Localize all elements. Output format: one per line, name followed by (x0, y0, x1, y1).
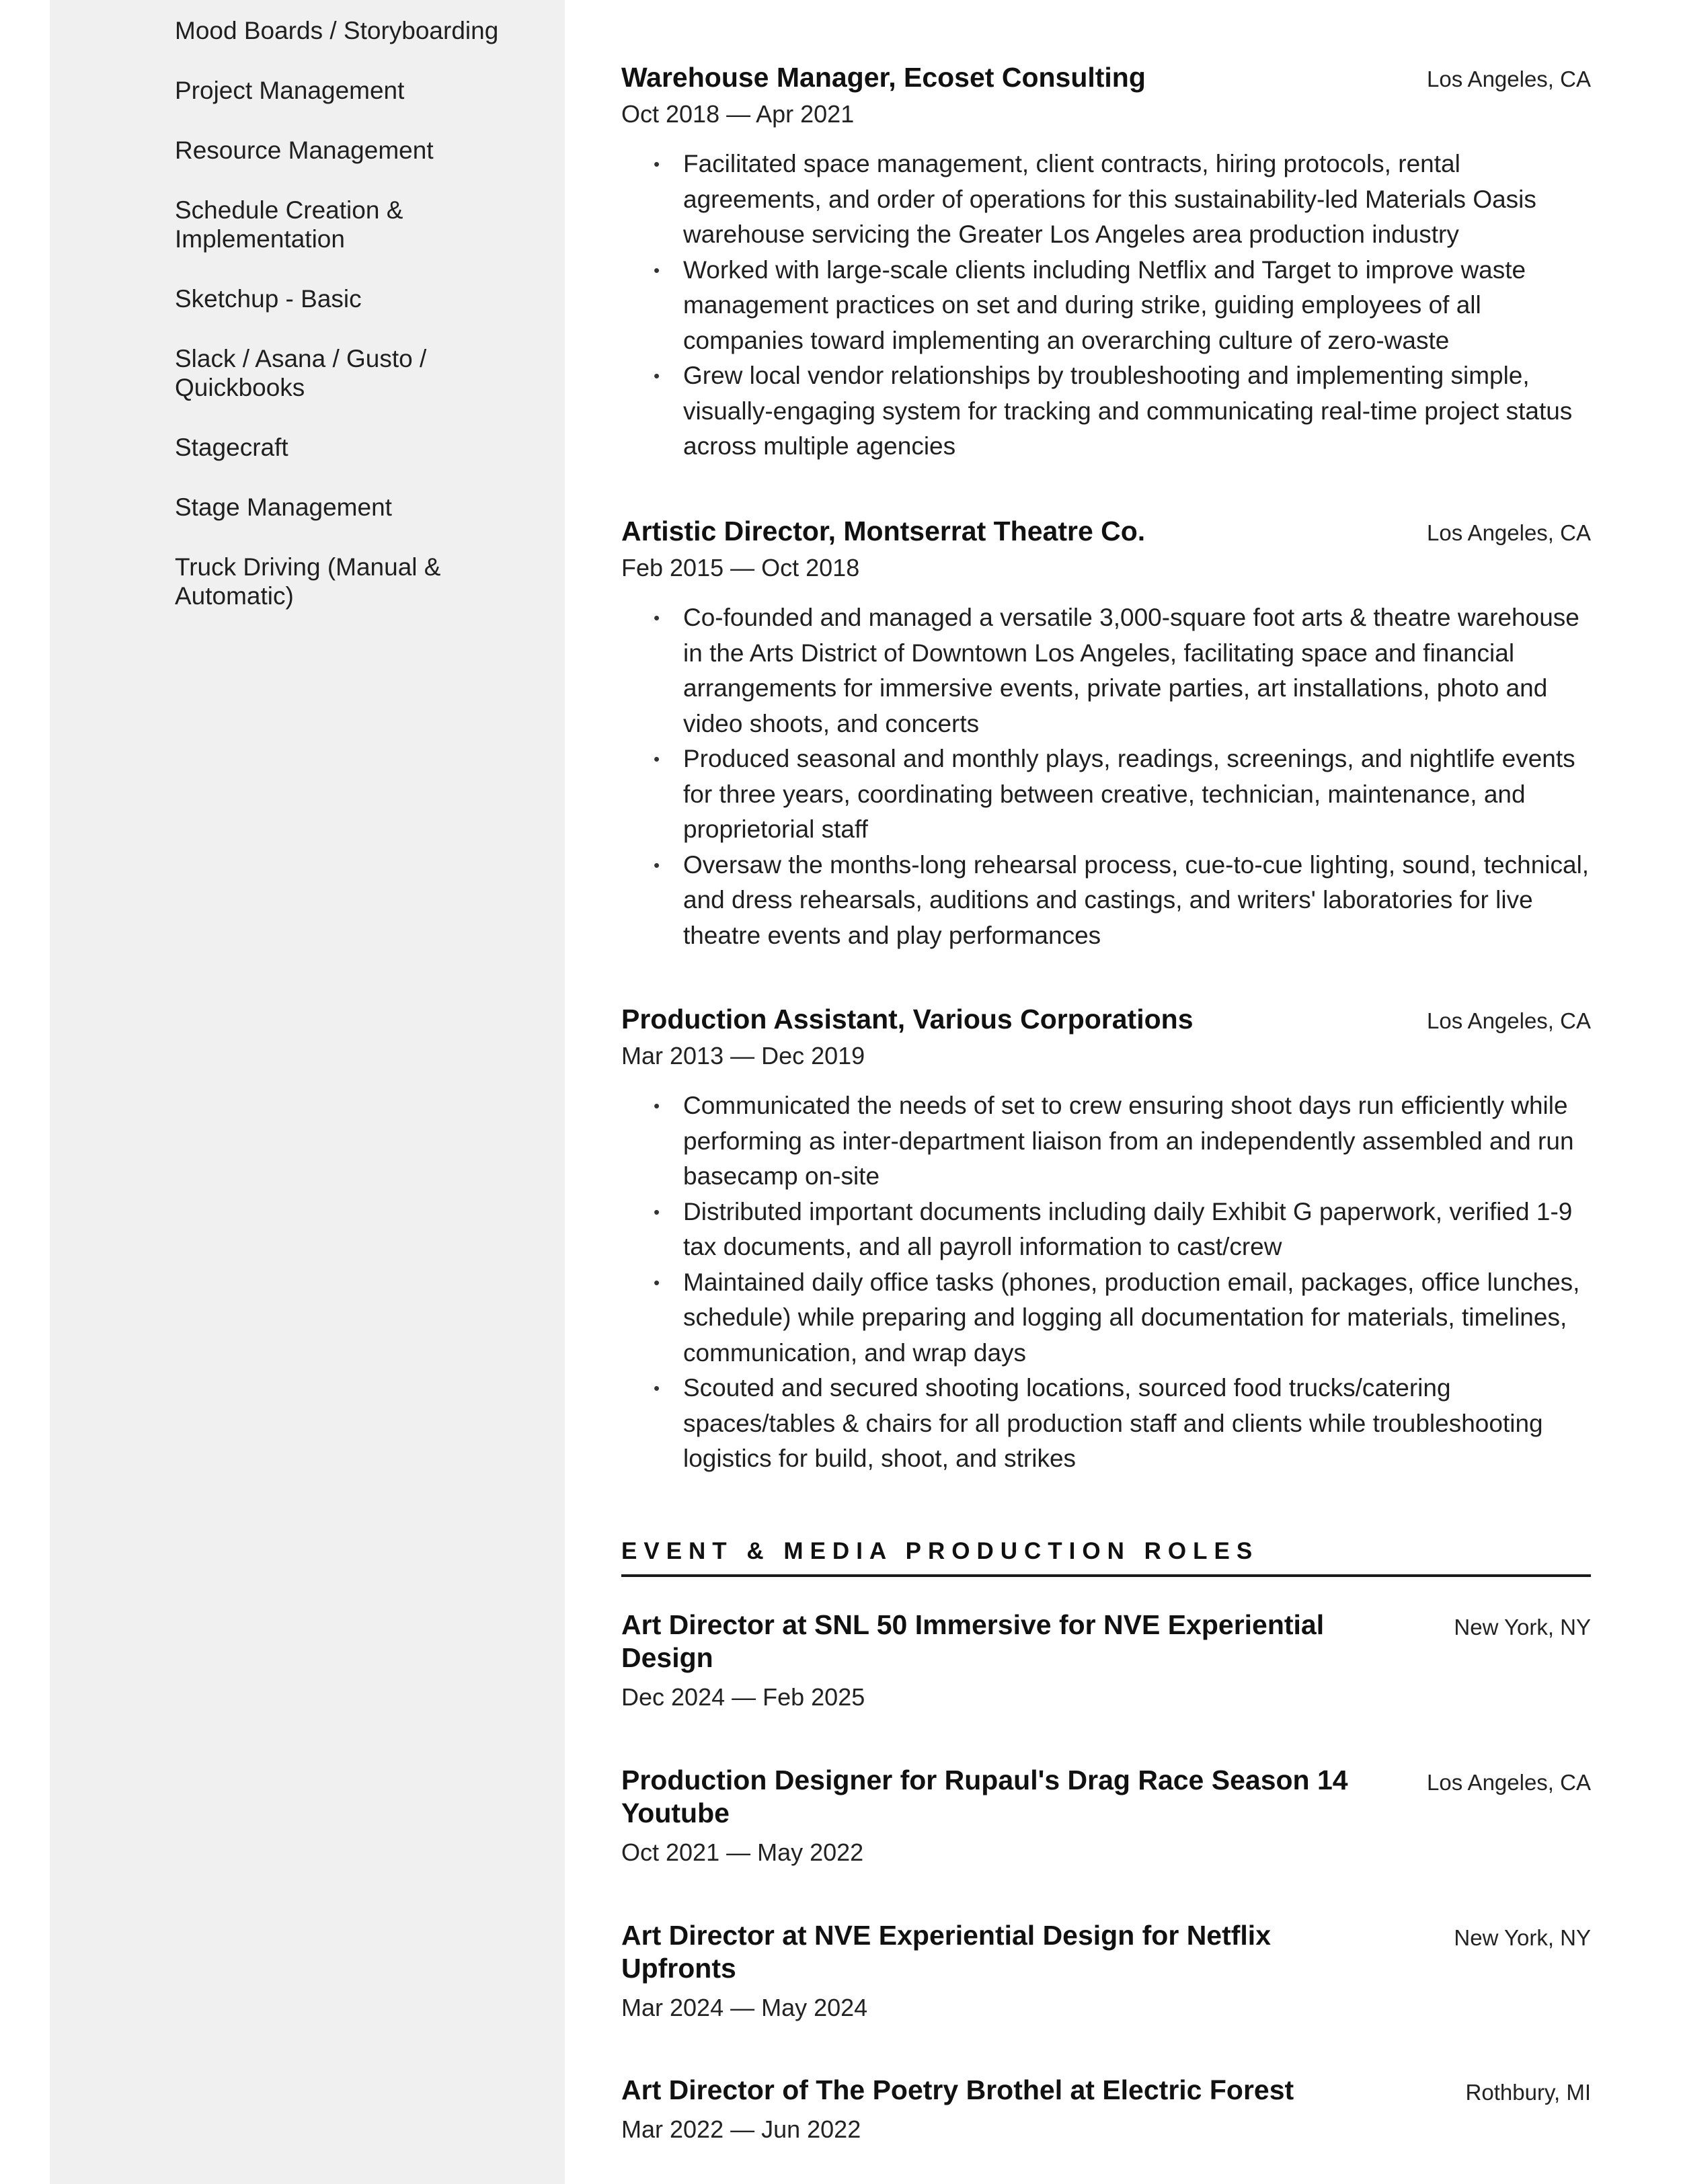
bullet: • Co-founded and managed a versatile 3,000-square foot arts & theatre warehouse in the Arts District of Downtown Los Angeles, facilitating space and financial arrangements for immersive events, private parties, art installations, photo and video shoots, and concerts (683, 600, 1591, 741)
job-title: Warehouse Manager, Ecoset Consulting (621, 62, 1146, 93)
job-location: Los Angeles, CA (1427, 67, 1591, 91)
job-dates: Mar 2013 — Dec 2019 (621, 1042, 865, 1069)
section-heading: EVENT & MEDIA PRODUCTION ROLES (621, 1538, 1591, 1577)
job-location: Los Angeles, CA (1427, 520, 1591, 545)
skill-item: Sketchup - Basic (175, 285, 362, 313)
bullet: • Communicated the needs of set to crew ensuring shoot days run efficiently while performing as inter-department liaison from an independently assembled and run basecamp on-site (683, 1088, 1591, 1195)
role-title: Art Director at NVE Experiential Design for Netflix Upfronts (621, 1920, 1272, 1984)
role-entry (621, 2074, 1591, 2144)
job-dates: Feb 2015 — Oct 2018 (621, 554, 860, 581)
skill-item: Resource Management (175, 136, 434, 164)
role-title: Art Director at SNL 50 Immersive for NVE Experiential Design (621, 1609, 1325, 1673)
skill-item: Truck Driving (Manual & Automatic) (175, 553, 441, 610)
skill-item: Project Management (175, 77, 405, 104)
job-bullets (621, 600, 1591, 953)
role-dates: Oct 2021 — May 2022 (621, 1838, 864, 1866)
sidebar (50, 0, 565, 2184)
bullet: • Scouted and secured shooting locations, sourced food trucks/catering spaces/tables & chairs for all production staff and clients while troubleshooting logistics for build, shoot, and strikes (683, 1371, 1591, 1477)
job-entry (621, 60, 1591, 464)
skill-item: Mood Boards / Storyboarding (175, 17, 499, 44)
job-dates: Oct 2018 — Apr 2021 (621, 100, 855, 128)
role-entry (621, 1609, 1591, 1712)
role-dates: Dec 2024 — Feb 2025 (621, 1683, 865, 1711)
skill-item: Slack / Asana / Gusto / Quickbooks (175, 345, 427, 401)
bullet: • Oversaw the months-long rehearsal process, cue-to-cue lighting, sound, technical, and dress rehearsals, auditions and castings, and writers' laboratories for live theatre events and play performances (683, 848, 1591, 954)
role-location: New York, NY (1454, 1925, 1591, 1950)
job-bullets (621, 147, 1591, 464)
role-dates: Mar 2022 — Jun 2022 (621, 2115, 861, 2143)
job-title: Production Assistant, Various Corporations (621, 1004, 1194, 1035)
job-title: Artistic Director, Montserrat Theatre Co. (621, 516, 1146, 547)
role-entry (621, 1764, 1591, 1867)
skill-item: Stage Management (175, 493, 392, 521)
bullet: • Produced seasonal and monthly plays, readings, screenings, and nightlife events for three years, coordinating between creative, technician, maintenance, and proprietorial staff (683, 741, 1591, 848)
bullet: • Grew local vendor relationships by troubleshooting and implementing simple, visually-engaging system for tracking and communicating real-time project status across multiple agencies (683, 358, 1591, 464)
skills-list (175, 16, 524, 641)
job-entry (621, 1002, 1591, 1477)
bullet: • Maintained daily office tasks (phones, production email, packages, office lunches, schedule) while preparing and logging all documentation for materials, timelines, communication, and wrap days (683, 1265, 1591, 1371)
bullet: • Facilitated space management, client contracts, hiring protocols, rental agreements, and order of operations for this sustainability-led Materials Oasis warehouse servicing the Greater Los Angeles area production industry (683, 147, 1591, 253)
bullet: • Worked with large-scale clients including Netflix and Target to improve waste management practices on set and during strike, guiding employees of all companies toward implementing an overarching culture of zero-waste (683, 253, 1591, 359)
skill-item: Stagecraft (175, 434, 288, 461)
role-location: New York, NY (1454, 1615, 1591, 1640)
role-title: Production Designer for Rupaul's Drag Race Season 14 Youtube (621, 1765, 1348, 1828)
job-location: Los Angeles, CA (1427, 1008, 1591, 1033)
role-title: Art Director of The Poetry Brothel at Electric Forest (621, 2074, 1294, 2105)
role-location: Los Angeles, CA (1427, 1770, 1591, 1795)
job-entry (621, 514, 1591, 953)
role-entry (621, 1919, 1591, 2023)
role-dates: Mar 2024 — May 2024 (621, 1994, 868, 2021)
skill-item: Schedule Creation & Implementation (175, 196, 403, 253)
job-bullets (621, 1088, 1591, 1477)
role-location: Rothbury, MI (1465, 2080, 1591, 2105)
bullet: • Distributed important documents including daily Exhibit G paperwork, verified 1-9 tax documents, and all payroll information to cast/crew (683, 1195, 1591, 1265)
